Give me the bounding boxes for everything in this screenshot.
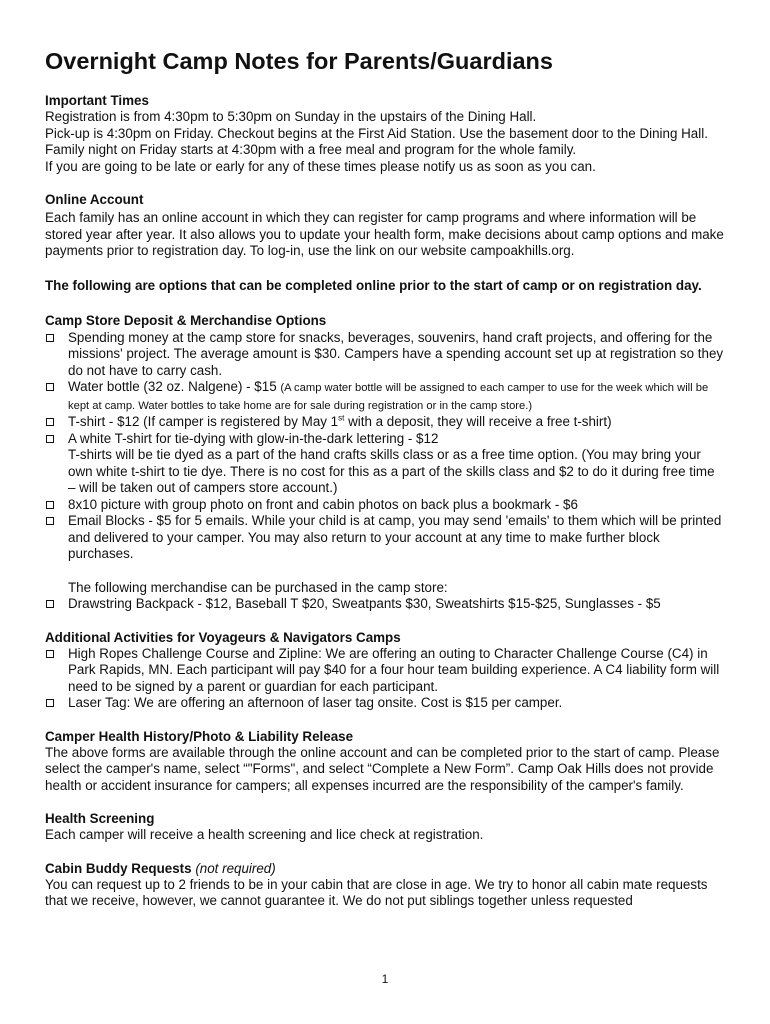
important-times-line: Registration is from 4:30pm to 5:30pm on Sunday in the upstairs of the Dining Hall. [45, 109, 537, 124]
health-history-heading: Camper Health History/Photo & Liability Release [45, 728, 354, 744]
checkbox-icon [46, 383, 54, 391]
list-item [45, 330, 725, 380]
document-page [45, 46, 725, 927]
page-number: 1 [381, 972, 389, 986]
additional-activities-list [45, 646, 725, 712]
online-account-text: Each family has an online account in which they can register for camp programs and where information will be stored year after year. It also allows you to update your health form, make decisions about camp options and make payments prior to registration day. To log-in, use the link on our website campoakhills.org. [45, 210, 724, 258]
list-item [45, 379, 725, 414]
cabin-buddy-text: You can request up to 2 friends to be in your cabin that are close in age. We try to honor all cabin mate requests that we receive, however, we cannot guarantee it. We do not put siblings together unless requested [45, 876, 708, 908]
list-item-note: (A camp water bottle will be assigned to each camper to use for the week which will be kept at camp. Water bottles to take home are for sale during registration or in the camp store.) [68, 382, 709, 412]
list-item-text: Laser Tag: We are offering an afternoon of laser tag onsite. Cost is $15 per camper. [68, 695, 563, 710]
list-item-text: A white T-shirt for tie-dying with glow-in-the-dark lettering - $12 [68, 430, 439, 446]
health-screening-section [45, 811, 725, 844]
health-history-text: The above forms are available through the online account and can be completed prior to the start of camp. Please select the camper's name, select “"Forms", and select “Complete a New Form”. Camp Oak Hills does not provide health or accident insurance for campers; all expenses incurred are the responsibility of the camper's family. [45, 744, 720, 793]
checkbox-icon [46, 418, 54, 426]
list-item-text: High Ropes Challenge Course and Zipline: We are offering an outing to Character Challenge Course (C4) in Park Rapids, MN. Each participant will pay $40 for a four hour team building experience. A C4 liability form will need to be signed by a parent or guardian for each participant. [68, 645, 720, 694]
list-item [45, 431, 725, 497]
list-item [45, 646, 725, 696]
list-item [45, 513, 725, 563]
page-title: Overnight Camp Notes for Parents/Guardians [45, 48, 553, 74]
list-item-text: Spending money at the camp store for snacks, beverages, souvenirs, hand craft projects, and offering for the missions' project. The average amount is $30. Campers have a spending account set up at registration so they do not have to carry cash. [68, 329, 724, 378]
important-times-line: If you are going to be late or early for any of these times please notify us as soon as you can. [45, 158, 596, 174]
checkbox-icon [46, 435, 54, 443]
checkbox-icon [46, 334, 54, 342]
health-screening-heading: Health Screening [45, 811, 155, 826]
list-item [45, 695, 725, 712]
health-history-section [45, 729, 725, 795]
list-item-text: 8x10 picture with group photo on front and cabin photos on back plus a bookmark - $6 [68, 496, 578, 512]
additional-activities-section [45, 630, 725, 712]
list-item-text: with a deposit, they will receive a free t-shirt) [344, 414, 612, 429]
list-item [45, 596, 725, 613]
important-times-heading: Important Times [45, 93, 149, 108]
online-account-section [45, 192, 725, 260]
list-item-text: Email Blocks - $5 for 5 emails. While your child is at camp, you may send 'emails' to them which will be printed and delivered to your camper. You may also return to your account at any time to make further block purchases. [68, 513, 722, 561]
cabin-buddy-title: Cabin Buddy Requests [45, 860, 192, 876]
checkbox-icon [46, 650, 54, 658]
checkbox-icon [46, 600, 54, 608]
cabin-buddy-section [45, 861, 725, 910]
important-times-line: Pick-up is 4:30pm on Friday. Checkout begins at the First Aid Station. Use the basement door to the Dining Hall. Family night on Friday starts at 4:30pm with a free meal and program for the whole family. [45, 125, 708, 157]
checkbox-icon [46, 699, 54, 707]
camp-store-section [45, 313, 725, 613]
online-account-heading: Online Account [45, 192, 144, 207]
camp-store-heading: Camp Store Deposit & Merchandise Options [45, 312, 327, 328]
options-note: The following are options that can be completed online prior to the start of camp or on registration day. [45, 277, 702, 293]
additional-activities-heading: Additional Activities for Voyageurs & Navigators Camps [45, 629, 401, 645]
list-item [45, 414, 725, 431]
merchandise-intro: The following merchandise can be purchased in the camp store: [68, 579, 448, 595]
checkbox-icon [46, 501, 54, 509]
important-times-section [45, 93, 725, 175]
list-item-text: Drawstring Backpack - $12, Baseball T $20, Sweatpants $30, Sweatshirts $15-$25, Sunglasses - $5 [68, 596, 661, 611]
checkbox-icon [46, 517, 54, 525]
list-item [45, 497, 725, 514]
list-item-detail: T-shirts will be tie dyed as a part of the hand crafts skills class or as a free time option. (You may bring your own white t-shirt to tie dye. There is no cost for this as a part of the skills class and $2 to do it during free time – will be taken out of campers store account.) [68, 447, 715, 495]
list-item-text: T-shirt - $12 (If camper is registered by May 1 [68, 414, 339, 429]
cabin-buddy-note: (not required) [195, 860, 276, 876]
merchandise-list [45, 596, 725, 613]
list-item-text: Water bottle (32 oz. Nalgene) - $15 [68, 379, 281, 394]
camp-store-list [45, 330, 725, 563]
cabin-buddy-heading [45, 861, 725, 877]
health-screening-text: Each camper will receive a health screening and lice check at registration. [45, 827, 484, 842]
superscript: st [338, 413, 345, 423]
